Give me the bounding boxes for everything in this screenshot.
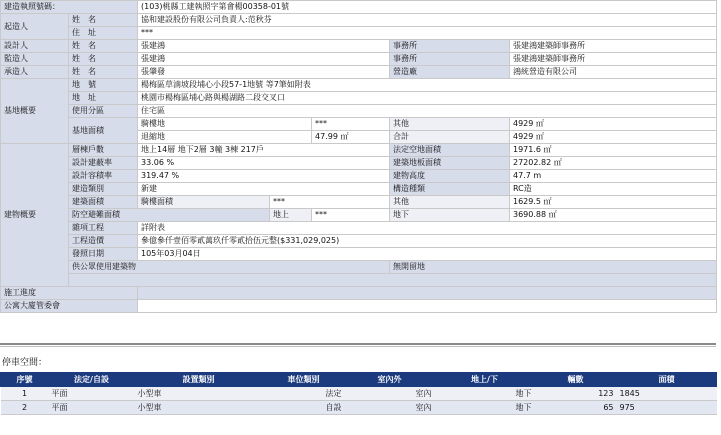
bld-coverage-label: 設計建蔽率 xyxy=(69,157,138,170)
cell-no: 2 xyxy=(1,401,49,415)
base-total: 4929 ㎡ xyxy=(510,131,717,144)
bld-height: 47.7 m xyxy=(510,170,717,183)
contractor-firm: 鴻統營造有限公司 xyxy=(510,66,717,79)
base-other-label: 其他 xyxy=(390,118,510,131)
col-header-kind: 設置類別 xyxy=(135,373,263,387)
contractor-section: 承造人 xyxy=(1,66,69,79)
applicant-name-label: 姓 名 xyxy=(69,14,138,27)
bld-above: *** xyxy=(312,209,390,222)
bld-floors-label: 層棟戶數 xyxy=(69,144,138,157)
bld-coverage-row xyxy=(1,157,717,170)
bld-misc-label: 雜項工程 xyxy=(69,222,138,235)
committee-label: 公寓大廈管委會 xyxy=(1,300,138,313)
col-header-count: 輛數 xyxy=(535,373,617,387)
permit-row xyxy=(1,1,717,14)
bld-floors: 地上14層 地下2層 3幢 3棟 217戶 xyxy=(138,144,390,157)
base-zone-label: 使用分區 xyxy=(69,105,138,118)
applicant-section: 起造人 xyxy=(1,14,69,40)
col-header-level: 地上/下 xyxy=(435,373,535,387)
applicant-addr: *** xyxy=(138,27,717,40)
designer-section: 設計人 xyxy=(1,40,69,53)
cell-no: 1 xyxy=(1,387,49,401)
base-zone: 住宅區 xyxy=(138,105,717,118)
cell-count: 65 xyxy=(535,401,617,415)
cell-indoor: 室內 xyxy=(345,387,435,401)
supervisor-office-label: 事務所 xyxy=(390,53,510,66)
progress-label: 施工進度 xyxy=(1,287,138,300)
base-area-label: 基地面積 xyxy=(69,118,138,144)
bld-cost-label: 工程造價 xyxy=(69,235,138,248)
bld-public-row xyxy=(1,261,717,274)
bld-shelter-label: 防空避難面積 xyxy=(69,209,270,222)
bld-above-label: 地上 xyxy=(270,209,312,222)
bld-empty-row xyxy=(1,274,717,287)
committee-value xyxy=(138,300,717,313)
applicant-name-row xyxy=(1,14,717,27)
cell-count: 123 xyxy=(535,387,617,401)
parking-title: 停車空間： xyxy=(2,358,48,368)
bld-public-note: 無開留地 xyxy=(390,261,717,274)
contractor-name: 張肇發 xyxy=(138,66,390,79)
base-other: 4929 ㎡ xyxy=(510,118,717,131)
bld-arcade-label: 騎樓面積 xyxy=(138,196,270,209)
bld-shelter-row xyxy=(1,209,717,222)
bld-misc-row xyxy=(1,222,717,235)
cell-category: 自設 xyxy=(263,401,345,415)
base-addr: 桃園市楊梅區埔心路與楊湖路二段交叉口 xyxy=(138,92,717,105)
bld-fa-other: 1629.5 ㎡ xyxy=(510,196,717,209)
supervisor-office: 張建鴻建築師事務所 xyxy=(510,53,717,66)
section-divider xyxy=(0,343,716,345)
bld-fa-other-label: 其他 xyxy=(390,196,510,209)
base-building-land: *** xyxy=(312,118,390,131)
cell-level: 地下 xyxy=(435,387,535,401)
supervisor-name-label: 姓 名 xyxy=(69,53,138,66)
base-total-label: 合計 xyxy=(390,131,510,144)
base-zone-row xyxy=(1,105,717,118)
bld-far: 319.47 % xyxy=(138,170,390,183)
bld-floors-row xyxy=(1,144,717,157)
contractor-name-label: 姓 名 xyxy=(69,66,138,79)
bld-date-label: 發照日期 xyxy=(69,248,138,261)
base-road-label: 退縮地 xyxy=(138,131,312,144)
base-lot: 楊梅區草湳坡段埔心小段57-1地號 等7筆如附表 xyxy=(138,79,717,92)
base-road: 47.99 ㎡ xyxy=(312,131,390,144)
cell-type: 平面 xyxy=(49,401,135,415)
col-header-no: 序號 xyxy=(1,373,49,387)
parking-table xyxy=(0,372,717,415)
base-addr-label: 地 址 xyxy=(69,92,138,105)
base-lot-label: 地 號 xyxy=(69,79,138,92)
bld-cost: 參億參仟壹佰零貳萬玖仟零貳拾伍元整($331,029,025) xyxy=(138,235,717,248)
bld-category: 新建 xyxy=(138,183,390,196)
bld-floorarea-row xyxy=(1,196,717,209)
cell-indoor: 室內 xyxy=(345,401,435,415)
base-section: 基地概要 xyxy=(1,79,69,144)
bld-structure: RC造 xyxy=(510,183,717,196)
designer-office: 張建鴻建築師事務所 xyxy=(510,40,717,53)
bld-cost-row xyxy=(1,235,717,248)
applicant-addr-row xyxy=(1,27,717,40)
col-header-category: 車位類別 xyxy=(263,373,345,387)
designer-name-label: 姓 名 xyxy=(69,40,138,53)
cell-kind: 小型車 xyxy=(135,387,263,401)
bld-footprint: 27202.82 ㎡ xyxy=(510,157,717,170)
bld-floorarea-label: 建築面積 xyxy=(69,196,138,209)
designer-office-label: 事務所 xyxy=(390,40,510,53)
bld-below-label: 地下 xyxy=(390,209,510,222)
committee-row xyxy=(1,300,717,313)
cell-kind: 小型車 xyxy=(135,401,263,415)
cell-area: 975 xyxy=(617,401,717,415)
cell-type: 平面 xyxy=(49,387,135,401)
base-building-land-label: 騎樓地 xyxy=(138,118,312,131)
supervisor-section: 監造人 xyxy=(1,53,69,66)
bld-below: 3690.88 ㎡ xyxy=(510,209,717,222)
supervisor-row xyxy=(1,53,717,66)
base-area-row-1 xyxy=(1,118,717,131)
bld-coverage: 33.06 % xyxy=(138,157,390,170)
applicant-name: 協和建設股份有限公司負責人:范秋芬 xyxy=(138,14,717,27)
table-row xyxy=(1,387,717,401)
bld-category-row xyxy=(1,183,717,196)
designer-name: 張建鴻 xyxy=(138,40,390,53)
bld-misc: 詳附表 xyxy=(138,222,717,235)
bld-footprint-label: 建築地板面積 xyxy=(390,157,510,170)
designer-row xyxy=(1,40,717,53)
contractor-row xyxy=(1,66,717,79)
col-header-indoor: 室內外 xyxy=(345,373,435,387)
parking-header-row xyxy=(1,373,717,387)
bld-structure-label: 構造種類 xyxy=(390,183,510,196)
cell-category: 法定 xyxy=(263,387,345,401)
progress-value xyxy=(138,287,717,300)
building-section: 建物概要 xyxy=(1,144,69,287)
bld-public-label: 供公眾使用建築物 xyxy=(69,261,390,274)
progress-row xyxy=(1,287,717,300)
bld-open: 1971.6 ㎡ xyxy=(510,144,717,157)
permit-value: (103)桃縣工建執照字第會楊00358-01號 xyxy=(138,1,717,14)
cell-area: 1845 xyxy=(617,387,717,401)
bld-arcade: *** xyxy=(270,196,390,209)
bld-date: 105年03月04日 xyxy=(138,248,717,261)
section-divider-shadow xyxy=(0,346,716,347)
cell-level: 地下 xyxy=(435,401,535,415)
bld-far-label: 設計容積率 xyxy=(69,170,138,183)
bld-height-label: 建物高度 xyxy=(390,170,510,183)
applicant-addr-label: 住 址 xyxy=(69,27,138,40)
contractor-firm-label: 營造廠 xyxy=(390,66,510,79)
base-lot-row xyxy=(1,79,717,92)
col-header-area: 面積 xyxy=(617,373,717,387)
bld-empty-cell xyxy=(69,274,717,287)
bld-date-row xyxy=(1,248,717,261)
supervisor-name: 張建鴻 xyxy=(138,53,390,66)
col-header-type: 法定/自設 xyxy=(49,373,135,387)
bld-category-label: 建造類別 xyxy=(69,183,138,196)
base-addr-row xyxy=(1,92,717,105)
permit-label: 建造執照號碼： xyxy=(1,1,138,14)
bld-far-row xyxy=(1,170,717,183)
bld-open-label: 法定空地面積 xyxy=(390,144,510,157)
table-row xyxy=(1,401,717,415)
